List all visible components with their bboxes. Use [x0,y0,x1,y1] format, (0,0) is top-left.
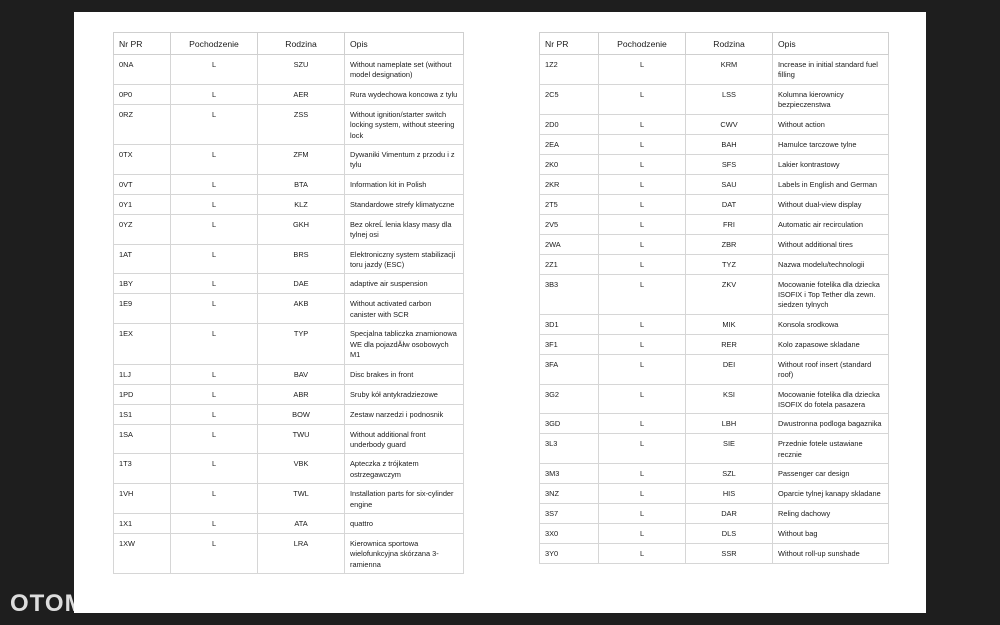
pr-code-cell: 3X0 [540,524,599,544]
origin-cell: L [599,414,686,434]
table-row [540,274,889,314]
family-cell: ABR [258,384,345,404]
description-cell: Bez okreĹ lenia klasy masy dla tylnej osi [345,214,464,244]
family-cell: BTA [258,174,345,194]
pr-code-cell: 2T5 [540,194,599,214]
description-cell: Information kit in Polish [345,174,464,194]
description-cell: Automatic air recirculation [773,214,889,234]
family-cell: SZU [258,55,345,85]
table-row [540,484,889,504]
description-cell: Konsola srodkowa [773,314,889,334]
pr-code-cell: 2WA [540,234,599,254]
description-cell: Zestaw narzedzi i podnosnik [345,404,464,424]
pr-code-cell: 1AT [114,244,171,274]
origin-cell: L [171,533,258,573]
origin-cell: L [599,214,686,234]
table-row [540,314,889,334]
family-cell: KSI [686,384,773,414]
pr-code-cell: 3GD [540,414,599,434]
family-cell: BAH [686,134,773,154]
origin-cell: L [599,384,686,414]
pr-code-cell: 1SA [114,424,171,454]
family-cell: VBK [258,454,345,484]
family-cell: AER [258,84,345,104]
description-cell: Installation parts for six-cylinder engine [345,484,464,514]
family-cell: BOW [258,404,345,424]
family-cell: SAU [686,174,773,194]
family-cell: LSS [686,84,773,114]
header-origin: Pochodzenie [599,33,686,55]
origin-cell: L [171,513,258,533]
family-cell: DLS [686,524,773,544]
description-cell: Passenger car design [773,464,889,484]
description-cell: Without ignition/starter switch locking system, without steering lock [345,104,464,144]
origin-cell: L [171,384,258,404]
watermark-text-faded: TO [105,590,141,617]
table-row [540,214,889,234]
origin-cell: L [171,274,258,294]
family-cell: CWV [686,114,773,134]
table-row [540,114,889,134]
origin-cell: L [599,154,686,174]
description-cell: Mocowanie fotelika dla dziecka ISOFIX do fotela pasazera [773,384,889,414]
description-cell: Without dual-view display [773,194,889,214]
table-row [540,334,889,354]
table-row [540,174,889,194]
description-cell: Sruby kół antykradziezowe [345,384,464,404]
pr-code-cell: 3D1 [540,314,599,334]
family-cell: DAT [686,194,773,214]
origin-cell: L [171,194,258,214]
table-header-row [540,33,889,55]
table-row [114,55,464,85]
table-row [114,424,464,454]
origin-cell: L [171,214,258,244]
family-cell: DEI [686,354,773,384]
origin-cell: L [171,364,258,384]
pr-code-cell: 1BY [114,274,171,294]
pr-code-cell: 1X1 [114,513,171,533]
table-row [540,55,889,85]
origin-cell: L [171,244,258,274]
pr-code-cell: 3G2 [540,384,599,414]
family-cell: ZFM [258,145,345,175]
table-header-row [114,33,464,55]
header-family: Rodzina [686,33,773,55]
pr-code-cell: 3Y0 [540,544,599,564]
header-family: Rodzina [258,33,345,55]
family-cell: AKB [258,294,345,324]
table-row [114,214,464,244]
table-row [540,194,889,214]
description-cell: Kierownica sportowa wielofunkcyjna skórzana 3-ramienna [345,533,464,573]
description-cell: quattro [345,513,464,533]
origin-cell: L [599,254,686,274]
origin-cell: L [599,524,686,544]
family-cell: KLZ [258,194,345,214]
header-nr-pr: Nr PR [114,33,171,55]
description-cell: Apteczka z trójkatem ostrzegawczym [345,454,464,484]
origin-cell: L [599,464,686,484]
table-row [540,234,889,254]
table-row [540,464,889,484]
origin-cell: L [171,484,258,514]
pr-code-cell: 2D0 [540,114,599,134]
table-row [540,354,889,384]
family-cell: HIS [686,484,773,504]
pr-code-cell: 2K0 [540,154,599,174]
table-row [114,364,464,384]
origin-cell: L [171,294,258,324]
table-row [114,294,464,324]
family-cell: BRS [258,244,345,274]
description-cell: Reling dachowy [773,504,889,524]
pr-code-cell: 0Y1 [114,194,171,214]
pr-code-cell: 3FA [540,354,599,384]
header-origin: Pochodzenie [171,33,258,55]
pr-code-cell: 1EX [114,324,171,364]
description-cell: Without additional tires [773,234,889,254]
origin-cell: L [599,434,686,464]
origin-cell: L [171,454,258,484]
table-row [540,84,889,114]
table-row [540,384,889,414]
pr-code-cell: 1XW [114,533,171,573]
pr-code-cell: 0RZ [114,104,171,144]
header-description: Opis [345,33,464,55]
pr-code-cell: 3F1 [540,334,599,354]
family-cell: TWL [258,484,345,514]
description-cell: Without roll-up sunshade [773,544,889,564]
family-cell: TWU [258,424,345,454]
description-cell: Oparcie tylnej kanapy skladane [773,484,889,504]
origin-cell: L [599,484,686,504]
origin-cell: L [599,194,686,214]
family-cell: DAR [686,504,773,524]
table-row [540,434,889,464]
description-cell: Przednie fotele ustawiane recznie [773,434,889,464]
description-cell: Nazwa modelu/technologii [773,254,889,274]
family-cell: FRI [686,214,773,234]
table-row [114,145,464,175]
table-row [540,544,889,564]
table-row [114,194,464,214]
watermark-text: OTOMO [10,590,106,617]
family-cell: TYZ [686,254,773,274]
pr-code-cell: 1PD [114,384,171,404]
pr-codes-table-right [539,32,889,564]
description-cell: Mocowanie fotelika dla dziecka ISOFIX i Top Tether dla zewn. siedzen tylnych [773,274,889,314]
description-cell: Without additional front underbody guard [345,424,464,454]
table-row [114,454,464,484]
family-cell: MIK [686,314,773,334]
family-cell: ZBR [686,234,773,254]
pr-code-cell: 1E9 [114,294,171,324]
origin-cell: L [171,424,258,454]
pr-code-cell: 1VH [114,484,171,514]
pr-code-cell: 3S7 [540,504,599,524]
family-cell: DAE [258,274,345,294]
header-description: Opis [773,33,889,55]
description-cell: Elektroniczny system stabilizacji toru jazdy (ESC) [345,244,464,274]
table-row [540,134,889,154]
family-cell: TYP [258,324,345,364]
family-cell: SFS [686,154,773,174]
table-row [114,533,464,573]
origin-cell: L [599,274,686,314]
description-cell: Without nameplate set (without model designation) [345,55,464,85]
pr-code-cell: 0TX [114,145,171,175]
description-cell: Without action [773,114,889,134]
table-row [114,404,464,424]
description-cell: Kolo zapasowe skladane [773,334,889,354]
description-cell: Lakier kontrastowy [773,154,889,174]
pr-code-cell: 2Z1 [540,254,599,274]
origin-cell: L [599,234,686,254]
origin-cell: L [599,334,686,354]
pr-code-cell: 2EA [540,134,599,154]
table-row [540,414,889,434]
description-cell: Increase in initial standard fuel filling [773,55,889,85]
pr-code-cell: 0YZ [114,214,171,244]
otomoto-watermark-logo [10,590,140,618]
family-cell: ZKV [686,274,773,314]
origin-cell: L [599,544,686,564]
table-row [114,513,464,533]
family-cell: LRA [258,533,345,573]
description-cell: Dywaniki Vimentum z przodu i z tylu [345,145,464,175]
pr-code-cell: 2KR [540,174,599,194]
table-row [114,274,464,294]
origin-cell: L [599,84,686,114]
origin-cell: L [171,55,258,85]
family-cell: ATA [258,513,345,533]
table-row [114,484,464,514]
pr-code-cell: 0P0 [114,84,171,104]
description-cell: Disc brakes in front [345,364,464,384]
table-row [540,154,889,174]
pr-code-cell: 1LJ [114,364,171,384]
document-page [74,12,926,613]
table-row [114,244,464,274]
table-row [540,504,889,524]
table-row [114,324,464,364]
family-cell: LBH [686,414,773,434]
table-row [540,524,889,544]
table-row [114,84,464,104]
pr-code-cell: 0NA [114,55,171,85]
header-nr-pr: Nr PR [540,33,599,55]
pr-code-cell: 0VT [114,174,171,194]
table-row [114,384,464,404]
origin-cell: L [171,104,258,144]
description-cell: Rura wydechowa koncowa z tylu [345,84,464,104]
pr-code-cell: 2C5 [540,84,599,114]
origin-cell: L [599,174,686,194]
family-cell: GKH [258,214,345,244]
description-cell: adaptive air suspension [345,274,464,294]
origin-cell: L [171,174,258,194]
pr-code-cell: 3NZ [540,484,599,504]
description-cell: Without activated carbon canister with SCR [345,294,464,324]
description-cell: Labels in English and German [773,174,889,194]
pr-code-cell: 3L3 [540,434,599,464]
origin-cell: L [599,134,686,154]
origin-cell: L [171,84,258,104]
description-cell: Kolumna kierownicy bezpieczenstwa [773,84,889,114]
table-row [114,174,464,194]
family-cell: SZL [686,464,773,484]
origin-cell: L [171,145,258,175]
origin-cell: L [599,314,686,334]
description-cell: Without bag [773,524,889,544]
pr-code-cell: 1S1 [114,404,171,424]
origin-cell: L [599,55,686,85]
pr-code-cell: 1T3 [114,454,171,484]
origin-cell: L [171,404,258,424]
pr-code-cell: 3B3 [540,274,599,314]
pr-codes-table-left [113,32,464,574]
origin-cell: L [599,114,686,134]
family-cell: ZSS [258,104,345,144]
table-row [540,254,889,274]
pr-code-cell: 3M3 [540,464,599,484]
family-cell: SSR [686,544,773,564]
description-cell: Without roof insert (standard roof) [773,354,889,384]
family-cell: KRM [686,55,773,85]
pr-code-cell: 1Z2 [540,55,599,85]
family-cell: BAV [258,364,345,384]
description-cell: Hamulce tarczowe tylne [773,134,889,154]
origin-cell: L [599,354,686,384]
origin-cell: L [171,324,258,364]
family-cell: RER [686,334,773,354]
description-cell: Standardowe strefy klimatyczne [345,194,464,214]
table-row [114,104,464,144]
pr-code-cell: 2V5 [540,214,599,234]
family-cell: SIE [686,434,773,464]
description-cell: Dwustronna podloga bagaznika [773,414,889,434]
description-cell: Specjalna tabliczka znamionowa WE dla pojazdĂłw osobowych M1 [345,324,464,364]
origin-cell: L [599,504,686,524]
